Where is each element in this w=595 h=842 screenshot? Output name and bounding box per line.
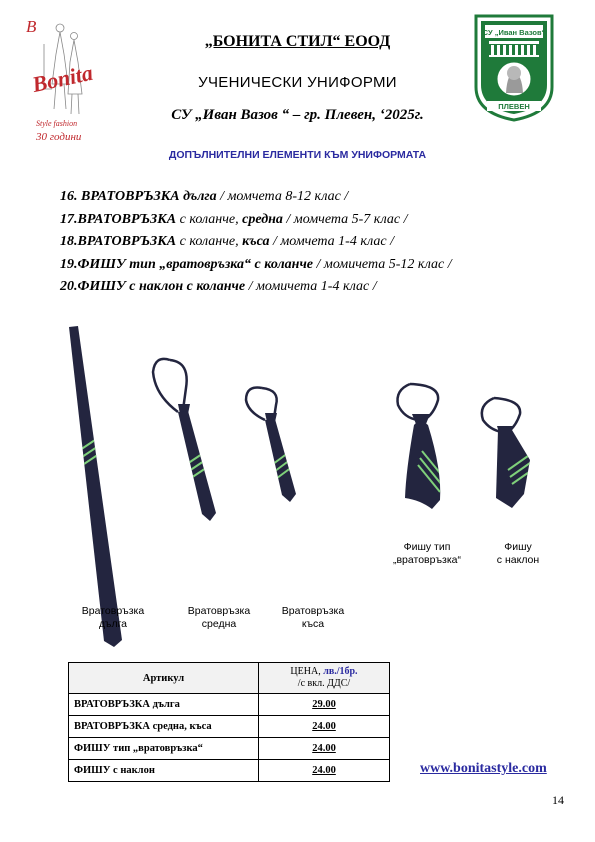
svg-text:Style fashion: Style fashion	[36, 119, 78, 128]
list-item: 20.ФИШУ с наклон с коланче / момичета 1-4 клас /	[60, 279, 377, 294]
table-row: ФИШУ с наклон 24.00	[69, 760, 390, 782]
tie-short-image	[246, 388, 296, 503]
caption-tie-medium: Вратовръзка средна	[187, 605, 251, 630]
website-link[interactable]: www.bonitastyle.com	[420, 761, 547, 776]
tie-medium-image	[153, 359, 216, 521]
svg-text:B: B	[26, 17, 37, 36]
column-header-article: Артикул	[69, 663, 259, 694]
page-number: 14	[552, 793, 564, 807]
list-item: 19.ФИШУ тип „вратовръзка“ с коланче / момичета 5-12 клас /	[60, 256, 452, 272]
list-item: 18.ВРАТОВРЪЗКА с коланче, къса / момчета 1-4 клас /	[60, 234, 395, 249]
price-table	[68, 662, 390, 782]
brand-text: Bonita	[29, 59, 95, 97]
svg-text:СУ „Иван Вазов“: СУ „Иван Вазов“	[482, 28, 546, 37]
tie-long-image	[69, 326, 122, 647]
fichu-tie-image	[398, 384, 445, 509]
caption-tie-long: Вратовръзка дълга	[81, 605, 145, 630]
caption-tie-short: Вратовръзка къса	[281, 605, 345, 630]
caption-fichu-slant: Фишу с наклон	[496, 541, 540, 566]
ties-illustration	[0, 320, 595, 650]
column-header-price: ЦЕНА, лв./1бр. /с вкл. ДДС/	[259, 663, 390, 694]
table-header-row	[69, 663, 390, 694]
table-row: ВРАТОВРЪЗКА дълга 29.00	[69, 694, 390, 716]
table-row: ВРАТОВРЪЗКА средна, къса 24.00	[69, 716, 390, 738]
document-subtitle: УЧЕНИЧЕСКИ УНИФОРМИ	[198, 74, 397, 91]
section-title: ДОПЪЛНИТЕЛНИ ЕЛЕМЕНТИ КЪМ УНИФОРМАТА	[168, 149, 427, 161]
company-name: „БОНИТА СТИЛ“ ЕООД	[204, 33, 391, 50]
fichu-slant-image	[482, 398, 532, 508]
school-title: СУ „Иван Вазов “ – гр. Плевен, ‘2025г.	[171, 107, 424, 123]
list-item: 16. ВРАТОВРЪЗКА дълга / момчета 8-12 клас /	[60, 189, 349, 204]
svg-text:30 години: 30 години	[36, 131, 82, 143]
list-item: 17.ВРАТОВРЪЗКА с коланче, средна / момчета 5-7 клас /	[60, 211, 408, 227]
items-list	[60, 186, 452, 299]
table-row: ФИШУ тип „вратовръзка“ 24.00	[69, 738, 390, 760]
svg-text:ПЛЕВЕН: ПЛЕВЕН	[498, 102, 530, 111]
caption-fichu-tie: Фишу тип „вратовръзка“	[392, 541, 461, 566]
